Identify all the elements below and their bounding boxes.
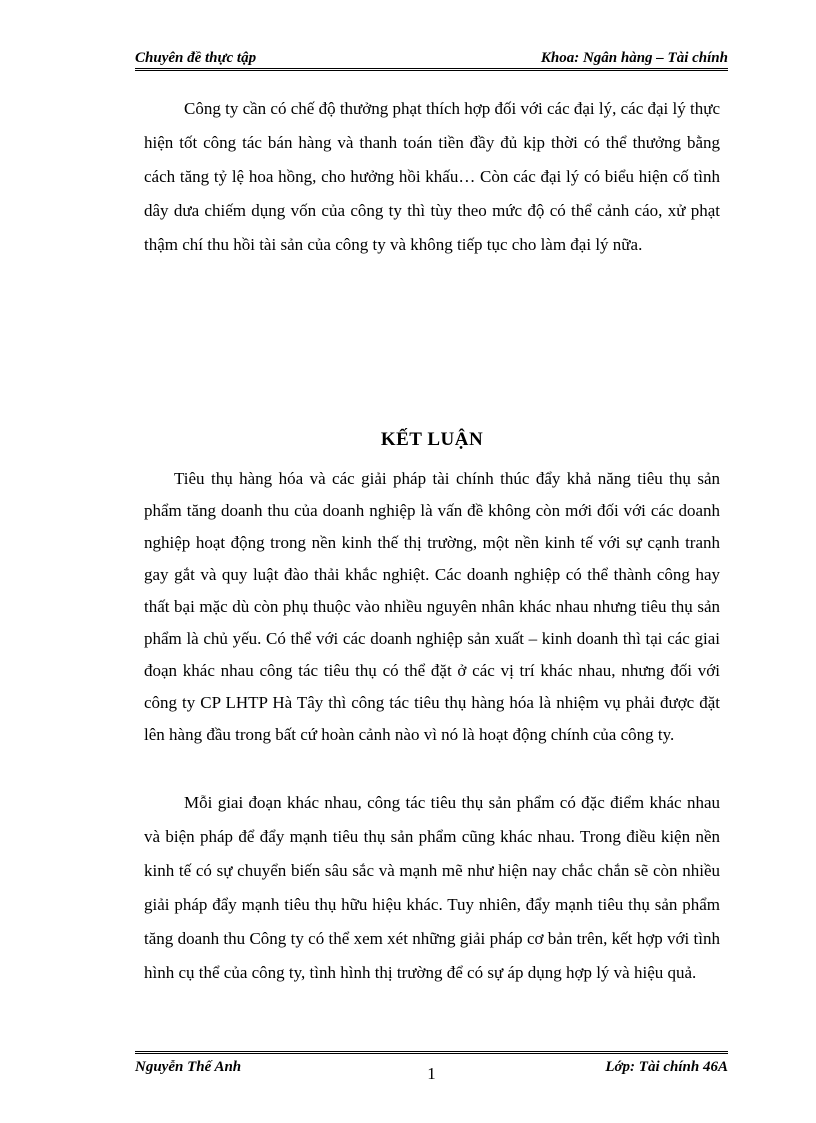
header-left-text: Chuyên đề thực tập bbox=[135, 50, 257, 66]
header-right-text: Khoa: Ngân hàng – Tài chính bbox=[540, 50, 728, 66]
page-number: 1 bbox=[427, 1064, 436, 1083]
footer-author: Nguyễn Thế Anh bbox=[135, 1059, 242, 1075]
page-footer bbox=[135, 1058, 728, 1083]
footer-class: Lớp: Tài chính 46A bbox=[605, 1059, 728, 1075]
footer-rule bbox=[135, 1051, 728, 1054]
paragraph-1 bbox=[144, 92, 720, 262]
header-rule bbox=[135, 68, 728, 71]
paragraph-2-text: Tiêu thụ hàng hóa và các giải pháp tài chính thúc đẩy khả năng tiêu thụ sản phẩm tăng doanh thu của doanh nghiệp là vấn đề không còn mới đối với các doanh nghiệp hoạt động trong nền kinh thế thị trường, một nền kinh tế với sự cạnh tranh gay gắt và quy luật đào thải khắc nghiệt. Các doanh nghiệp có thể thành công hay thất bại mặc dù còn phụ thuộc vào nhiều nguyên nhân khác nhau nhưng tiêu thụ sản phẩm là chủ yếu. Có thể với các doanh nghiệp sản xuất – kinh doanh thì tại các giai đoạn khác nhau công tác tiêu thụ có thể đặt ở các vị trí khác nhau, nhưng đối với công ty CP LHTP Hà Tây thì công tác tiêu thụ hàng hóa là nhiệm vụ phải được đặt lên hàng đầu trong bất cứ hoàn cảnh nào vì nó là hoạt động chính của công ty. bbox=[144, 469, 720, 744]
paragraph-1-text: Công ty cần có chế độ thưởng phạt thích hợp đối với các đại lý, các đại lý thực hiện tốt công tác bán hàng và thanh toán tiền đầy đủ kịp thời có thể thưởng bằng cách tăng tỷ lệ hoa hồng, cho hưởng hồi khấu… Còn các đại lý có biểu hiện cố tình dây dưa chiếm dụng vốn của công ty thì tùy theo mức độ có thể cảnh cáo, xử phạt thậm chí thu hồi tài sản của công ty và không tiếp tục cho làm đại lý nữa. bbox=[144, 99, 720, 254]
paragraph-3 bbox=[144, 786, 720, 990]
paragraph-3-text: Mỗi giai đoạn khác nhau, công tác tiêu thụ sản phẩm có đặc điểm khác nhau và biện pháp để đẩy mạnh tiêu thụ sản phẩm cũng khác nhau. Trong điều kiện nền kinh tế có sự chuyển biến sâu sắc và mạnh mẽ như hiện nay chắc chắn sẽ còn nhiều giải pháp đẩy mạnh tiêu thụ hữu hiệu khác. Tuy nhiên, đẩy mạnh tiêu thụ sản phẩm tăng doanh thu Công ty có thể xem xét những giải pháp cơ bản trên, kết hợp với tình hình cụ thể của công ty, tình hình thị trường để có sự áp dụng hợp lý và hiệu quả. bbox=[144, 793, 720, 982]
section-title: KẾT LUẬN bbox=[380, 429, 484, 450]
paragraph-2 bbox=[144, 463, 720, 751]
